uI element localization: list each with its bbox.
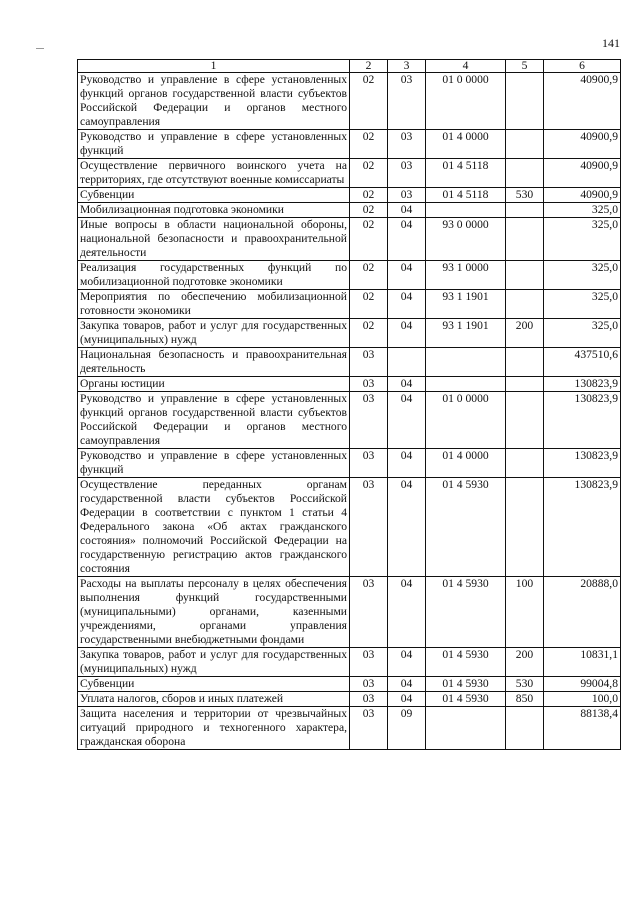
row-subsection: 04 <box>388 218 426 261</box>
row-description: Субвенции <box>78 188 350 203</box>
row-target-code: 01 4 5118 <box>426 159 506 188</box>
row-subsection: 04 <box>388 203 426 218</box>
row-expense-type <box>506 218 544 261</box>
row-subsection: 03 <box>388 130 426 159</box>
table-row <box>78 290 621 319</box>
row-expense-type: 200 <box>506 319 544 348</box>
row-expense-type <box>506 203 544 218</box>
row-amount: 10831,1 <box>544 648 621 677</box>
table-row <box>78 348 621 377</box>
row-description: Иные вопросы в области национальной обороны, национальной безопасности и правоохранительной деятельности <box>78 218 350 261</box>
row-subsection: 03 <box>388 73 426 130</box>
row-expense-type <box>506 348 544 377</box>
row-description: Руководство и управление в сфере установленных функций <box>78 130 350 159</box>
row-target-code: 93 0 0000 <box>426 218 506 261</box>
scan-mark <box>36 48 44 49</box>
row-target-code: 01 4 0000 <box>426 130 506 159</box>
row-section: 03 <box>350 377 388 392</box>
row-expense-type: 850 <box>506 692 544 707</box>
column-header: 1 <box>78 60 350 73</box>
row-expense-type <box>506 290 544 319</box>
row-amount: 325,0 <box>544 203 621 218</box>
row-section: 03 <box>350 577 388 648</box>
row-section: 02 <box>350 261 388 290</box>
row-subsection: 04 <box>388 290 426 319</box>
row-subsection: 03 <box>388 159 426 188</box>
row-description: Руководство и управление в сфере установленных функций <box>78 449 350 478</box>
row-amount: 325,0 <box>544 218 621 261</box>
table-header-row <box>78 60 621 73</box>
row-section: 03 <box>350 692 388 707</box>
row-amount: 40900,9 <box>544 159 621 188</box>
row-target-code: 01 0 0000 <box>426 392 506 449</box>
row-subsection: 04 <box>388 449 426 478</box>
row-target-code: 93 1 1901 <box>426 290 506 319</box>
row-description: Осуществление переданных органам государственной власти субъектов Российской Федерации в соответствии с пунктом 1 статьи 4 Федерального закона «Об актах гражданского состояния» полномочий Российской Федерации на государственную регистрацию актов гражданского состояния <box>78 478 350 577</box>
row-amount: 130823,9 <box>544 449 621 478</box>
row-description: Расходы на выплаты персоналу в целях обеспечения выполнения функций государственными (муниципальными) органами, казенными учреждениями, органами управления государственными внебюджетными фондами <box>78 577 350 648</box>
table-row <box>78 577 621 648</box>
row-amount: 325,0 <box>544 319 621 348</box>
row-description: Руководство и управление в сфере установленных функций органов государственной власти субъектов Российской Федерации и органов местного самоуправления <box>78 392 350 449</box>
row-description: Закупка товаров, работ и услуг для государственных (муниципальных) нужд <box>78 648 350 677</box>
row-target-code: 01 4 5930 <box>426 648 506 677</box>
row-subsection: 04 <box>388 692 426 707</box>
column-header: 3 <box>388 60 426 73</box>
row-subsection: 04 <box>388 577 426 648</box>
row-expense-type <box>506 73 544 130</box>
table-row <box>78 707 621 750</box>
row-subsection: 03 <box>388 188 426 203</box>
row-subsection: 04 <box>388 677 426 692</box>
row-expense-type: 530 <box>506 188 544 203</box>
row-section: 02 <box>350 73 388 130</box>
row-amount: 100,0 <box>544 692 621 707</box>
table-row <box>78 203 621 218</box>
row-target-code: 01 4 5930 <box>426 692 506 707</box>
row-subsection <box>388 348 426 377</box>
row-expense-type: 100 <box>506 577 544 648</box>
row-description: Уплата налогов, сборов и иных платежей <box>78 692 350 707</box>
row-expense-type <box>506 707 544 750</box>
row-amount: 40900,9 <box>544 188 621 203</box>
table-row <box>78 188 621 203</box>
row-subsection: 04 <box>388 261 426 290</box>
row-description: Осуществление первичного воинского учета на территориях, где отсутствуют военные комиссариаты <box>78 159 350 188</box>
column-header: 6 <box>544 60 621 73</box>
row-section: 02 <box>350 130 388 159</box>
row-section: 03 <box>350 707 388 750</box>
row-target-code: 01 4 5118 <box>426 188 506 203</box>
row-description: Защита населения и территории от чрезвычайных ситуаций природного и техногенного характера, гражданская оборона <box>78 707 350 750</box>
table-row <box>78 218 621 261</box>
column-header: 2 <box>350 60 388 73</box>
row-description: Органы юстиции <box>78 377 350 392</box>
row-target-code <box>426 377 506 392</box>
row-target-code: 01 4 0000 <box>426 449 506 478</box>
table-row <box>78 73 621 130</box>
row-section: 03 <box>350 392 388 449</box>
row-target-code: 01 4 5930 <box>426 577 506 648</box>
row-description: Национальная безопасность и правоохранительная деятельность <box>78 348 350 377</box>
row-target-code <box>426 348 506 377</box>
row-amount: 437510,6 <box>544 348 621 377</box>
row-section: 02 <box>350 218 388 261</box>
row-subsection: 09 <box>388 707 426 750</box>
row-expense-type <box>506 159 544 188</box>
row-expense-type <box>506 261 544 290</box>
row-section: 03 <box>350 648 388 677</box>
table-row <box>78 130 621 159</box>
row-amount: 88138,4 <box>544 707 621 750</box>
row-amount: 325,0 <box>544 290 621 319</box>
row-description: Руководство и управление в сфере установленных функций органов государственной власти субъектов Российской Федерации и органов местного самоуправления <box>78 73 350 130</box>
row-section: 02 <box>350 319 388 348</box>
column-header: 5 <box>506 60 544 73</box>
row-expense-type <box>506 449 544 478</box>
column-header: 4 <box>426 60 506 73</box>
table-row <box>78 319 621 348</box>
row-subsection: 04 <box>388 648 426 677</box>
row-description: Реализация государственных функций по мобилизационной подготовке экономики <box>78 261 350 290</box>
row-expense-type <box>506 478 544 577</box>
row-target-code: 93 1 1901 <box>426 319 506 348</box>
row-target-code: 93 1 0000 <box>426 261 506 290</box>
table-row <box>78 478 621 577</box>
row-section: 02 <box>350 188 388 203</box>
row-expense-type <box>506 377 544 392</box>
row-expense-type: 200 <box>506 648 544 677</box>
row-subsection: 04 <box>388 478 426 577</box>
row-section: 03 <box>350 677 388 692</box>
row-target-code <box>426 707 506 750</box>
row-subsection: 04 <box>388 377 426 392</box>
table-row <box>78 261 621 290</box>
row-expense-type <box>506 130 544 159</box>
row-section: 02 <box>350 203 388 218</box>
row-target-code: 01 4 5930 <box>426 677 506 692</box>
row-subsection: 04 <box>388 392 426 449</box>
row-subsection: 04 <box>388 319 426 348</box>
row-description: Закупка товаров, работ и услуг для государственных (муниципальных) нужд <box>78 319 350 348</box>
table-row <box>78 159 621 188</box>
page-number: 141 <box>602 36 620 50</box>
row-section: 03 <box>350 348 388 377</box>
budget-table <box>77 59 621 750</box>
row-amount: 20888,0 <box>544 577 621 648</box>
table-row <box>78 449 621 478</box>
row-amount: 130823,9 <box>544 392 621 449</box>
table-row <box>78 648 621 677</box>
row-section: 02 <box>350 159 388 188</box>
row-section: 02 <box>350 290 388 319</box>
row-description: Мероприятия по обеспечению мобилизационной готовности экономики <box>78 290 350 319</box>
row-description: Мобилизационная подготовка экономики <box>78 203 350 218</box>
table-row <box>78 677 621 692</box>
row-amount: 40900,9 <box>544 130 621 159</box>
row-section: 03 <box>350 449 388 478</box>
row-amount: 99004,8 <box>544 677 621 692</box>
table-row <box>78 692 621 707</box>
table-row <box>78 377 621 392</box>
row-target-code: 01 0 0000 <box>426 73 506 130</box>
row-expense-type <box>506 392 544 449</box>
row-target-code <box>426 203 506 218</box>
row-target-code: 01 4 5930 <box>426 478 506 577</box>
row-amount: 325,0 <box>544 261 621 290</box>
row-amount: 40900,9 <box>544 73 621 130</box>
row-section: 03 <box>350 478 388 577</box>
row-description: Субвенции <box>78 677 350 692</box>
row-amount: 130823,9 <box>544 377 621 392</box>
table-body <box>78 73 621 750</box>
row-amount: 130823,9 <box>544 478 621 577</box>
row-expense-type: 530 <box>506 677 544 692</box>
table-row <box>78 392 621 449</box>
